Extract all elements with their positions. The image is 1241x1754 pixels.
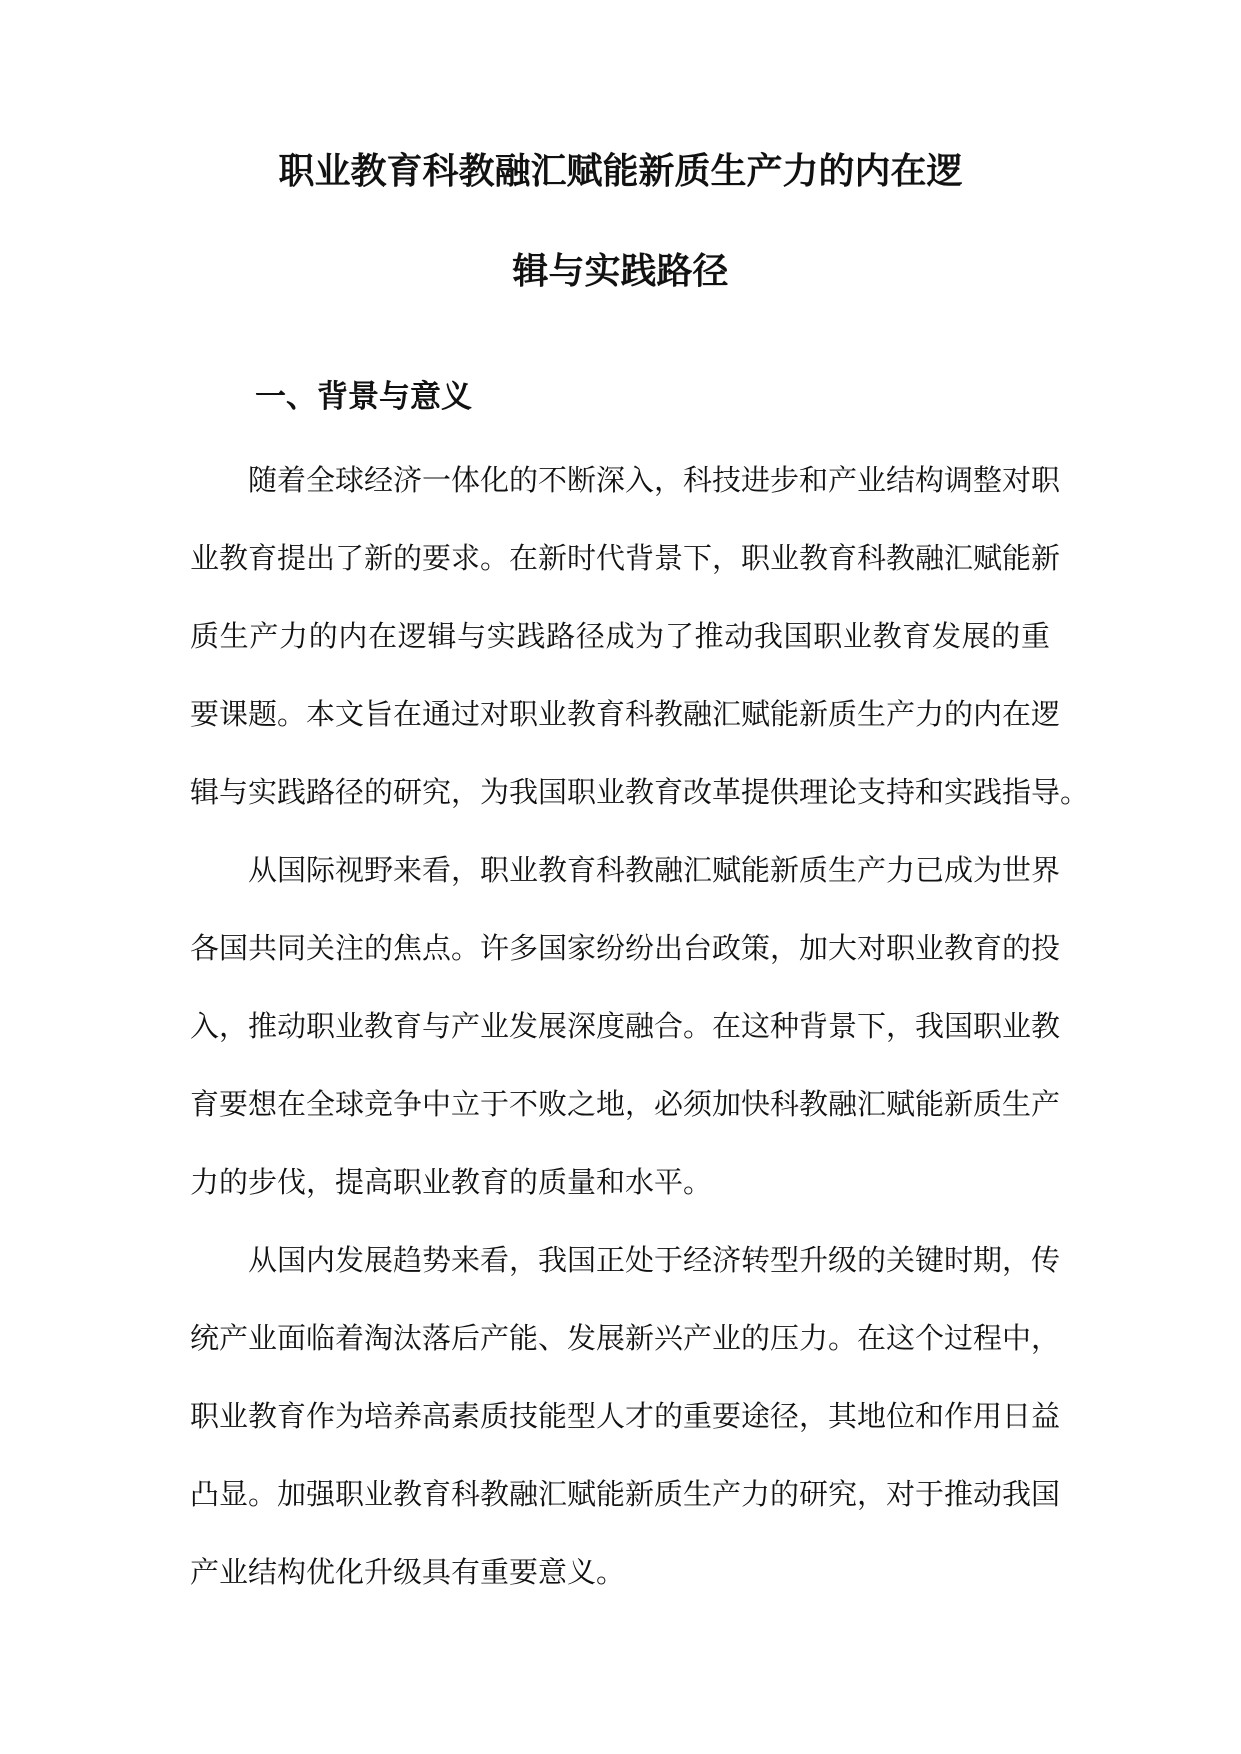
paragraph-1-line-4: 要课题。本文旨在通过对职业教育科教融汇赋能新质生产力的内在逻 bbox=[190, 697, 1061, 731]
paragraph-2-line-1: 从国际视野来看，职业教育科教融汇赋能新质生产力已成为世界 bbox=[248, 853, 1061, 887]
paragraph-1-line-5: 辑与实践路径的研究，为我国职业教育改革提供理论支持和实践指导。 bbox=[190, 775, 1090, 809]
paragraph-3-line-1: 从国内发展趋势来看，我国正处于经济转型升级的关键时期，传 bbox=[248, 1243, 1061, 1277]
section-heading: 一、背景与意义 bbox=[255, 379, 472, 415]
paragraph-3-line-3: 职业教育作为培养高素质技能型人才的重要途径，其地位和作用日益 bbox=[190, 1399, 1061, 1433]
paragraph-1-line-2: 业教育提出了新的要求。在新时代背景下，职业教育科教融汇赋能新 bbox=[190, 541, 1061, 575]
paragraph-3-line-5: 产业结构优化升级具有重要意义。 bbox=[190, 1555, 626, 1589]
paragraph-2-line-2: 各国共同关注的焦点。许多国家纷纷出台政策，加大对职业教育的投 bbox=[190, 931, 1061, 965]
paragraph-3-line-2: 统产业面临着淘汰落后产能、发展新兴产业的压力。在这个过程中， bbox=[190, 1321, 1061, 1355]
paragraph-2-line-3: 入，推动职业教育与产业发展深度融合。在这种背景下，我国职业教 bbox=[190, 1009, 1061, 1043]
paragraph-1-line-3: 质生产力的内在逻辑与实践路径成为了推动我国职业教育发展的重 bbox=[190, 619, 1050, 653]
paragraph-3-line-4: 凸显。加强职业教育科教融汇赋能新质生产力的研究，对于推动我国 bbox=[190, 1477, 1061, 1511]
document-title-line-1: 职业教育科教融汇赋能新质生产力的内在逻 bbox=[278, 151, 963, 192]
document-title-line-2: 辑与实践路径 bbox=[512, 251, 729, 292]
paragraph-2-line-5: 力的步伐，提高职业教育的质量和水平。 bbox=[190, 1165, 713, 1199]
paragraph-1-line-1: 随着全球经济一体化的不断深入，科技进步和产业结构调整对职 bbox=[248, 463, 1061, 497]
paragraph-2-line-4: 育要想在全球竞争中立于不败之地，必须加快科教融汇赋能新质生产 bbox=[190, 1087, 1061, 1121]
